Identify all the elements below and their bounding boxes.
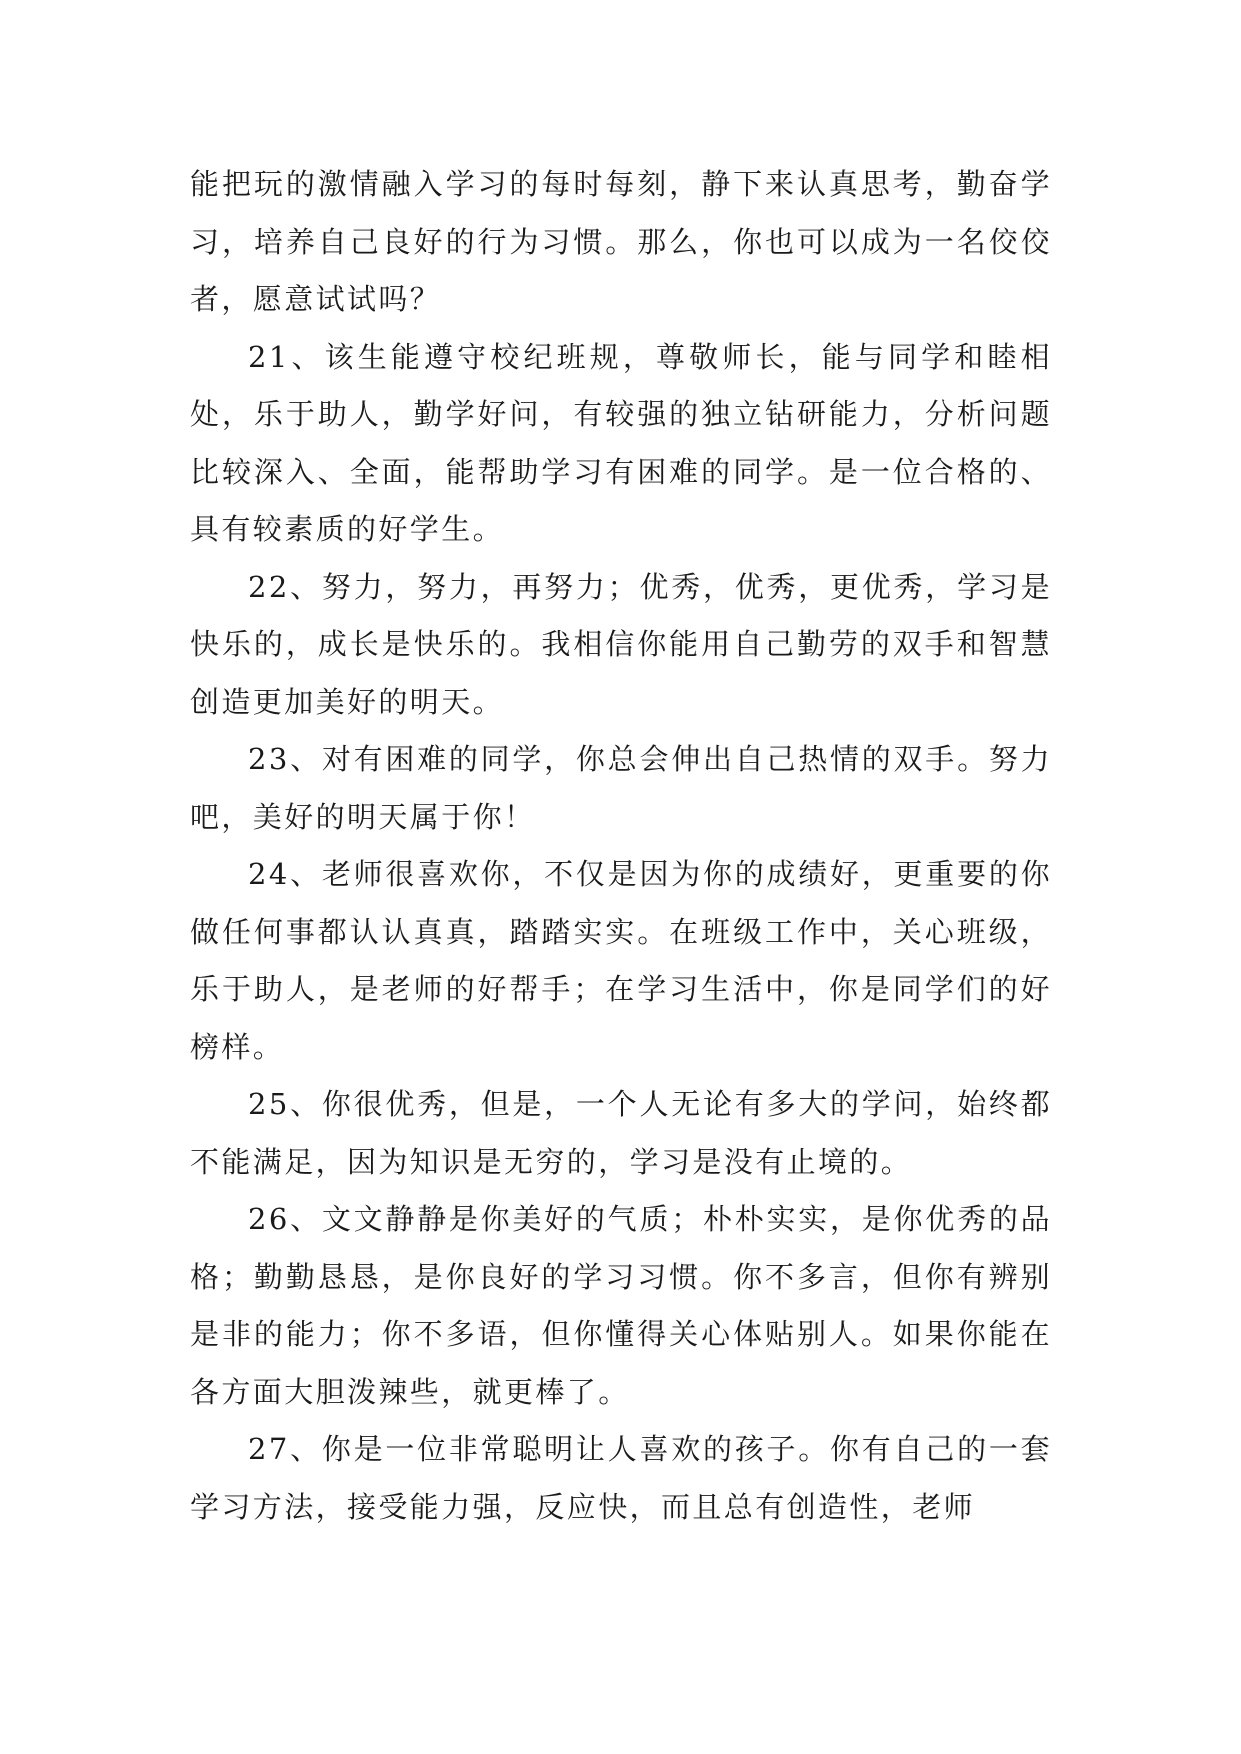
paragraph-comment-27: 27、你是一位非常聪明让人喜欢的孩子。你有自己的一套学习方法，接受能力强，反应快，而且总有创造性，老师 — [190, 1432, 1052, 1524]
document-body — [190, 156, 1052, 1536]
paragraph-comment-24: 24、老师很喜欢你，不仅是因为你的成绩好，更重要的你做任何事都认认真真，踏踏实实。在班级工作中，关心班级，乐于助人，是老师的好帮手；在学习生活中，你是同学们的好榜样。 — [190, 857, 1052, 1064]
paragraph-comment-21: 21、该生能遵守校纪班规，尊敬师长，能与同学和睦相处，乐于助人，勤学好问，有较强的独立钻研能力，分析问题比较深入、全面，能帮助学习有困难的同学。是一位合格的、具有较素质的好学生。 — [190, 339, 1052, 546]
paragraph-comment-22: 22、努力，努力，再努力；优秀，优秀，更优秀，学习是快乐的，成长是快乐的。我相信你能用自己勤劳的双手和智慧创造更加美好的明天。 — [190, 569, 1052, 719]
paragraph-comment-25: 25、你很优秀，但是，一个人无论有多大的学问，始终都不能满足，因为知识是无穷的，学习是没有止境的。 — [190, 1087, 1052, 1179]
paragraph-comment-26: 26、文文静静是你美好的气质；朴朴实实，是你优秀的品格；勤勤恳恳，是你良好的学习习惯。你不多言，但你有辨别是非的能力；你不多语，但你懂得关心体贴别人。如果你能在各方面大胆泼辣些，就更棒了。 — [190, 1202, 1052, 1409]
paragraph-comment-23: 23、对有困难的同学，你总会伸出自己热情的双手。努力吧，美好的明天属于你！ — [190, 742, 1052, 834]
paragraph-continuation: 能把玩的激情融入学习的每时每刻，静下来认真思考，勤奋学习，培养自己良好的行为习惯。那么，你也可以成为一名佼佼者，愿意试试吗？ — [190, 167, 1052, 316]
